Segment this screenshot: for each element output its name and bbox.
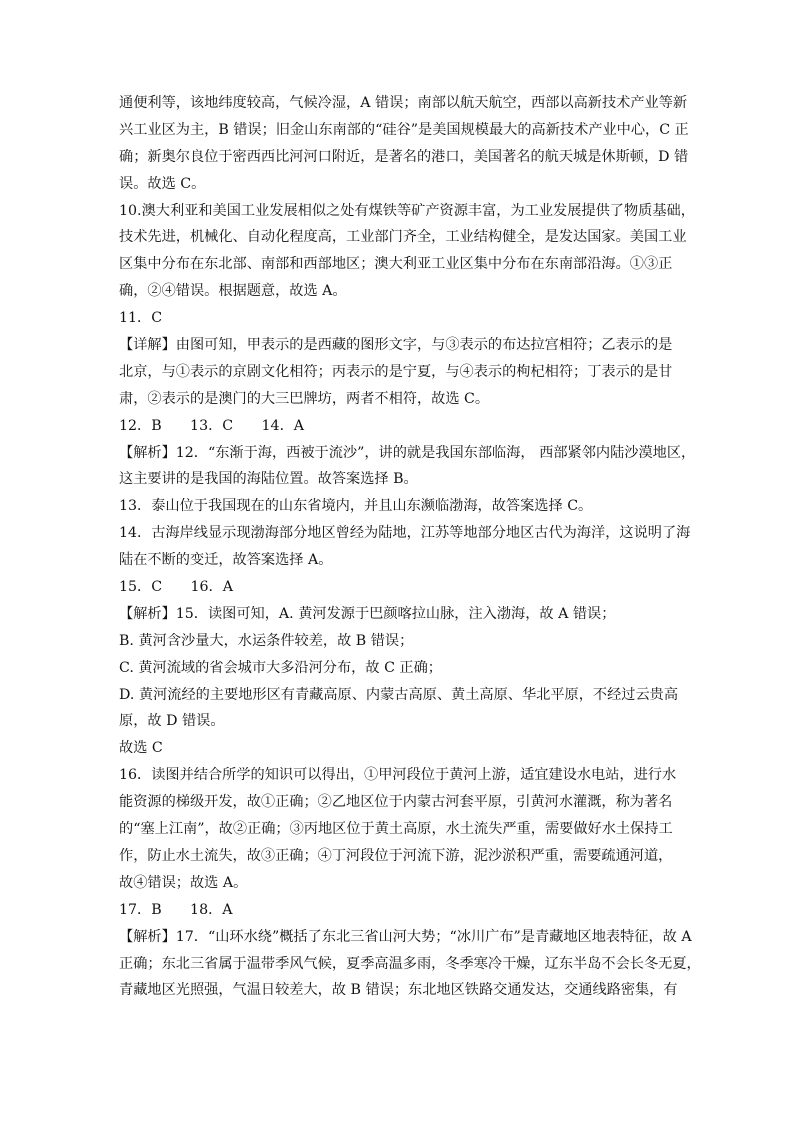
text-line: 11．C: [119, 310, 163, 327]
text-line: 确；新奥尔良位于密西西比河河口附近，是著名的港口，美国著名的航天城是休斯顿，D 错: [119, 148, 689, 165]
text-line: 17．B 18．A: [119, 901, 233, 918]
text-line: 【解析】15．读图可知，A. 黄河发源于巴颜喀拉山脉，注入渤海，故 A 错误；: [119, 605, 616, 622]
text-line: 故④错误；故选 A。: [119, 874, 248, 891]
text-line: 作，防止水土流失，故③正确；④丁河段位于河流下游，泥沙淤积严重，需要疏通河道，: [119, 847, 673, 864]
text-line: 12．B 13．C 14．A: [119, 417, 304, 434]
text-line: 10.澳大利亚和美国工业发展相似之处有煤铁等矿产资源丰富，为工业发展提供了物质基础，: [119, 202, 695, 219]
text-line: 青藏地区光照强，气温日较差大，故 B 错误；东北地区铁路交通发达，交通线路密集，有: [119, 982, 678, 999]
text-line: 【解析】17．“山环水绕”概括了东北三省山河大势；“冰川广布”是青藏地区地表特征，故 A: [119, 928, 692, 945]
text-line: 肃，②表示的是澳门的大三巴牌坊，两者不相符，故选 C。: [119, 390, 490, 407]
text-line: 原，故 D 错误。: [119, 713, 225, 730]
text-line: 14．古海岸线显示现渤海部分地区曾经为陆地，江苏等地部分地区古代为海洋，这说明了海: [119, 525, 691, 542]
text-line: B. 黄河含沙量大，水运条件较差，故 B 错误；: [119, 632, 414, 649]
text-line: 技术先进，机械化、自动化程度高，工业部门齐全，工业结构健全，是发达国家。美国工业: [119, 229, 687, 246]
text-line: 确，②④错误。根据题意，故选 A。: [119, 283, 347, 300]
text-line: 能资源的梯级开发，故①正确；②乙地区位于内蒙古河套平原，引黄河水灌溉，称为著名: [119, 794, 673, 811]
text-line: 的“塞上江南”，故②正确；③丙地区位于黄土高原，水土流失严重，需要做好水土保持工: [119, 821, 673, 838]
text-line: 【解析】12．“东渐于海，西被于流沙”，讲的就是我国东部临海， 西部紧邻内陆沙漠地区，: [119, 444, 696, 461]
text-line: 北京，与①表示的京剧文化相符；丙表示的是宁夏，与④表示的枸杞相符；丁表示的是甘: [119, 363, 673, 380]
text-line: 通便利等，该地纬度较高，气候冷湿，A 错误；南部以航天航空，西部以高新技术产业等新: [119, 95, 688, 111]
text-line: C. 黄河流域的省会城市大多沿河分布，故 C 正确；: [119, 659, 442, 676]
text-line: D. 黄河流经的主要地形区有青藏高原、内蒙古高原、黄土高原、华北平原，不经过云贵高: [119, 686, 679, 703]
text-line: 故选 C: [119, 740, 163, 757]
text-line: 16．读图并结合所学的知识可以得出，①甲河段位于黄河上游，适宜建设水电站，进行水: [119, 767, 677, 784]
text-line: 区集中分布在东北部、南部和西部地区；澳大利亚工业区集中分布在东南部沿海。①③正: [119, 256, 673, 273]
text-line: 误。故选 C。: [119, 175, 206, 192]
answer-document-page: [119, 90, 701, 1004]
text-line: 13．泰山位于我国现在的山东省境内，并且山东濒临渤海，故答案选择 C。: [119, 498, 593, 515]
text-line: 15．C 16．A: [119, 579, 233, 596]
text-line: 正确；东北三省属于温带季风气候，夏季高温多雨，冬季寒冷干燥，辽东半岛不会长冬无夏，: [119, 955, 701, 972]
text-line: 【详解】由图可知，甲表示的是西藏的图形文字，与③表示的布达拉宫相符；乙表示的是: [119, 337, 673, 354]
text-line: 这主要讲的是我国的海陆位置。故答案选择 B。: [119, 471, 418, 488]
text-line: 兴工业区为主，B 错误；旧金山东南部的“硅谷”是美国规模最大的高新技术产业中心，C 正: [119, 121, 689, 138]
text-line: 陆在不断的变迁，故答案选择 A。: [119, 552, 333, 569]
